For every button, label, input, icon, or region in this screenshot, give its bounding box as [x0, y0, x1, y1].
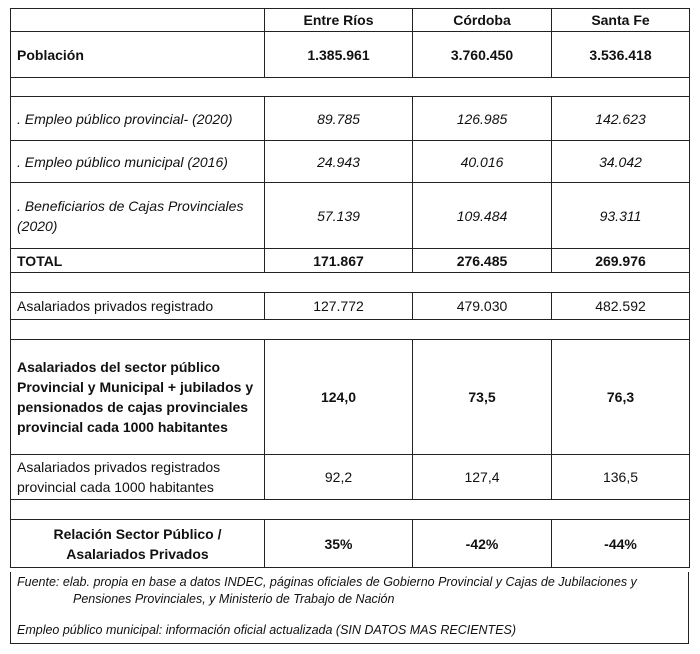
- spacer-cell: [11, 78, 690, 97]
- beneficiarios-entre-rios: 57.139: [265, 183, 413, 249]
- relacion-entre-rios: 35%: [265, 520, 413, 568]
- empleo-municipal-entre-rios: 24.943: [265, 141, 413, 183]
- beneficiarios-label: . Beneficiarios de Cajas Provinciales (2020): [11, 183, 265, 249]
- notes-box: [10, 572, 689, 644]
- empleo-provincial-label: . Empleo público provincial- (2020): [11, 97, 265, 141]
- ratio-publico-entre-rios: 124,0: [265, 340, 413, 455]
- poblacion-cordoba: 3.760.450: [413, 32, 552, 78]
- beneficiarios-cordoba: 109.484: [413, 183, 552, 249]
- poblacion-entre-rios: 1.385.961: [265, 32, 413, 78]
- beneficiarios-santa-fe: 93.311: [552, 183, 690, 249]
- relacion-cordoba: -42%: [413, 520, 552, 568]
- header-empty: [11, 9, 265, 32]
- total-cordoba: 276.485: [413, 249, 552, 273]
- empleo-provincial-cordoba: 126.985: [413, 97, 552, 141]
- beneficiarios-row: [11, 183, 690, 249]
- ratio-privado-label: Asalariados privados registrados provincial cada 1000 habitantes: [11, 455, 265, 500]
- empleo-municipal-row: [11, 141, 690, 183]
- spacer-row: [11, 320, 690, 340]
- privados-cordoba: 479.030: [413, 293, 552, 320]
- spacer-row: [11, 500, 690, 520]
- ratio-privado-entre-rios: 92,2: [265, 455, 413, 500]
- header-entre-rios: Entre Ríos: [265, 9, 413, 32]
- data-table: [10, 8, 690, 568]
- empleo-provincial-entre-rios: 89.785: [265, 97, 413, 141]
- total-label: TOTAL: [11, 249, 265, 273]
- poblacion-santa-fe: 3.536.418: [552, 32, 690, 78]
- spacer-row: [11, 78, 690, 97]
- privados-entre-rios: 127.772: [265, 293, 413, 320]
- spacer-cell: [11, 320, 690, 340]
- relacion-row: [11, 520, 690, 568]
- privados-santa-fe: 482.592: [552, 293, 690, 320]
- ratio-privado-row: [11, 455, 690, 500]
- empleo-provincial-santa-fe: 142.623: [552, 97, 690, 141]
- relacion-label: Relación Sector Público / Asalariados Privados: [11, 520, 265, 568]
- header-cordoba: Córdoba: [413, 9, 552, 32]
- spacer-row: [11, 273, 690, 293]
- poblacion-row: [11, 32, 690, 78]
- ratio-publico-row: [11, 340, 690, 455]
- source-note-line1: Fuente: elab. propia en base a datos INDEC, páginas oficiales de Gobierno Provincial y Cajas de Jubilaciones y: [17, 575, 637, 589]
- ratio-privado-santa-fe: 136,5: [552, 455, 690, 500]
- privados-row: [11, 293, 690, 320]
- total-row: [11, 249, 690, 273]
- total-entre-rios: 171.867: [265, 249, 413, 273]
- ratio-publico-label: Asalariados del sector público Provincial y Municipal + jubilados y pensionados de cajas provinciales provincial cada 1000 habitantes: [11, 340, 265, 455]
- municipal-note: Empleo público municipal: información oficial actualizada (SIN DATOS MAS RECIENTES): [17, 623, 517, 637]
- header-santa-fe: Santa Fe: [552, 9, 690, 32]
- empleo-municipal-cordoba: 40.016: [413, 141, 552, 183]
- ratio-publico-santa-fe: 76,3: [552, 340, 690, 455]
- empleo-municipal-label: . Empleo público municipal (2016): [11, 141, 265, 183]
- ratio-publico-cordoba: 73,5: [413, 340, 552, 455]
- spacer-cell: [11, 273, 690, 293]
- total-santa-fe: 269.976: [552, 249, 690, 273]
- ratio-privado-cordoba: 127,4: [413, 455, 552, 500]
- header-row: [11, 9, 690, 32]
- relacion-santa-fe: -44%: [552, 520, 690, 568]
- source-note-line2: Pensiones Provinciales, y Ministerio de Trabajo de Nación: [73, 592, 395, 606]
- empleo-provincial-row: [11, 97, 690, 141]
- spacer-cell: [11, 500, 690, 520]
- privados-label: Asalariados privados registrado: [11, 293, 265, 320]
- empleo-municipal-santa-fe: 34.042: [552, 141, 690, 183]
- poblacion-label: Población: [11, 32, 265, 78]
